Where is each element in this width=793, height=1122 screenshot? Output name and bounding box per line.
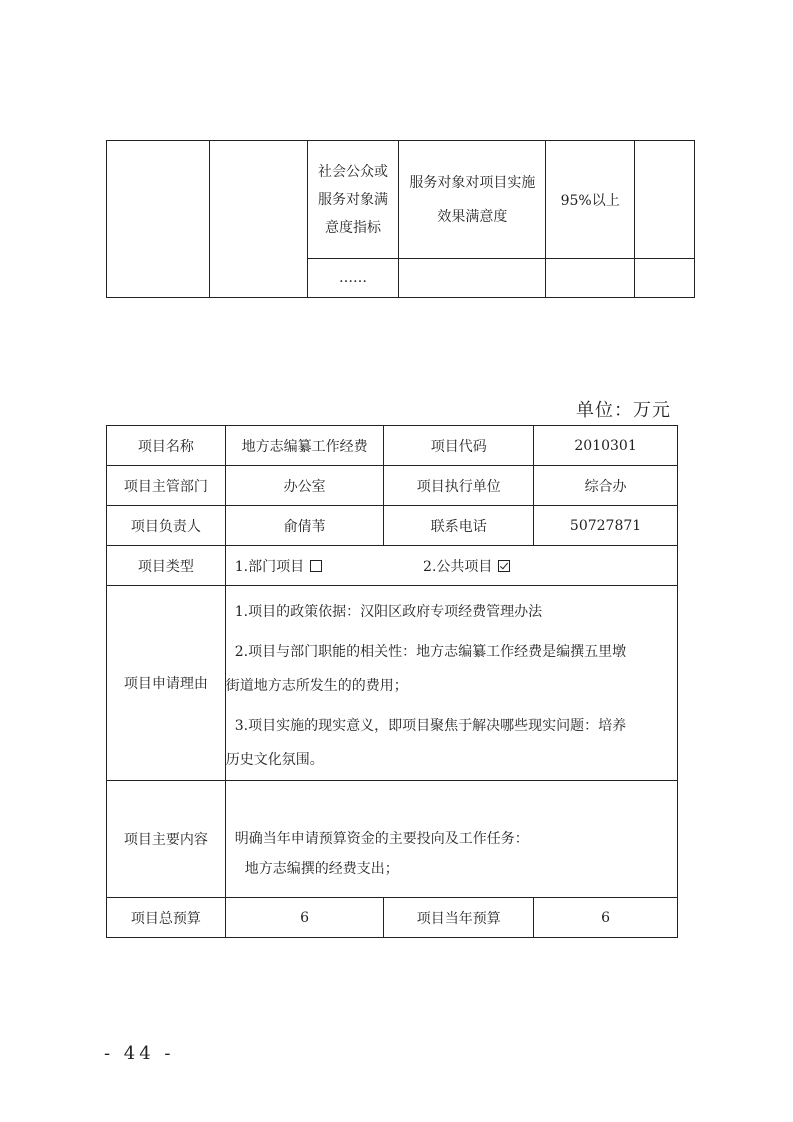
executing-unit-label: 项目执行单位 bbox=[384, 466, 534, 506]
empty-cell bbox=[399, 259, 546, 298]
reason-item-3: 3.项目实施的现实意义，即项目聚焦于解决哪些现实问题：培养 bbox=[234, 718, 627, 734]
empty-cell bbox=[209, 141, 307, 298]
type-option-public: 2.公共项目 bbox=[423, 558, 493, 575]
indicator-name-cell: 社会公众或 服务对象满 意度指标 bbox=[307, 141, 399, 259]
project-name-value: 地方志编纂工作经费 bbox=[225, 426, 384, 466]
project-info-table bbox=[106, 425, 678, 938]
reason-item-2: 2.项目与部门职能的相关性：地方志编纂工作经费是编撰五里墩 bbox=[234, 644, 627, 660]
indicator-target-cell: 95%以上 bbox=[546, 141, 635, 259]
indicator-description-cell: 服务对象对项目实施 效果满意度 bbox=[399, 141, 546, 259]
supervising-dept-label: 项目主管部门 bbox=[107, 466, 226, 506]
phone-label: 联系电话 bbox=[384, 506, 534, 546]
annual-budget-label: 项目当年预算 bbox=[384, 898, 534, 938]
main-content-text bbox=[225, 781, 677, 898]
application-reason-label: 项目申请理由 bbox=[107, 586, 226, 781]
empty-cell bbox=[107, 141, 210, 298]
content-line-2: 地方志编撰的经费支出； bbox=[244, 861, 399, 877]
page-number: - 44 - bbox=[104, 1043, 175, 1064]
empty-cell bbox=[546, 259, 635, 298]
performance-indicator-table bbox=[106, 140, 695, 298]
project-type-label: 项目类型 bbox=[107, 546, 226, 586]
unit-label: 单位：万元 bbox=[576, 400, 671, 421]
department-checkbox[interactable] bbox=[310, 560, 322, 572]
project-owner-value: 俞倩苇 bbox=[225, 506, 384, 546]
executing-unit-value: 综合办 bbox=[534, 466, 678, 506]
empty-cell bbox=[635, 259, 695, 298]
application-reason-text bbox=[225, 586, 677, 781]
project-code-value: 2010301 bbox=[534, 426, 678, 466]
reason-item-3-cont: 历史文化氛围。 bbox=[225, 752, 324, 768]
supervising-dept-value: 办公室 bbox=[225, 466, 384, 506]
reason-item-2-cont: 街道地方志所发生的的费用； bbox=[225, 678, 408, 694]
phone-value: 50727871 bbox=[534, 506, 678, 546]
total-budget-label: 项目总预算 bbox=[107, 898, 226, 938]
project-owner-label: 项目负责人 bbox=[107, 506, 226, 546]
public-checkbox[interactable] bbox=[498, 560, 510, 572]
content-line-1: 明确当年申请预算资金的主要投向及工作任务： bbox=[234, 831, 529, 847]
project-code-label: 项目代码 bbox=[384, 426, 534, 466]
empty-cell bbox=[635, 141, 695, 259]
ellipsis-cell: …… bbox=[307, 259, 399, 298]
reason-item-1: 1.项目的政策依据：汉阳区政府专项经费管理办法 bbox=[234, 604, 543, 620]
type-option-department: 1.部门项目 bbox=[234, 558, 305, 575]
total-budget-value: 6 bbox=[225, 898, 384, 938]
project-name-label: 项目名称 bbox=[107, 426, 226, 466]
project-type-options bbox=[225, 546, 677, 586]
main-content-label: 项目主要内容 bbox=[107, 781, 226, 898]
annual-budget-value: 6 bbox=[534, 898, 678, 938]
